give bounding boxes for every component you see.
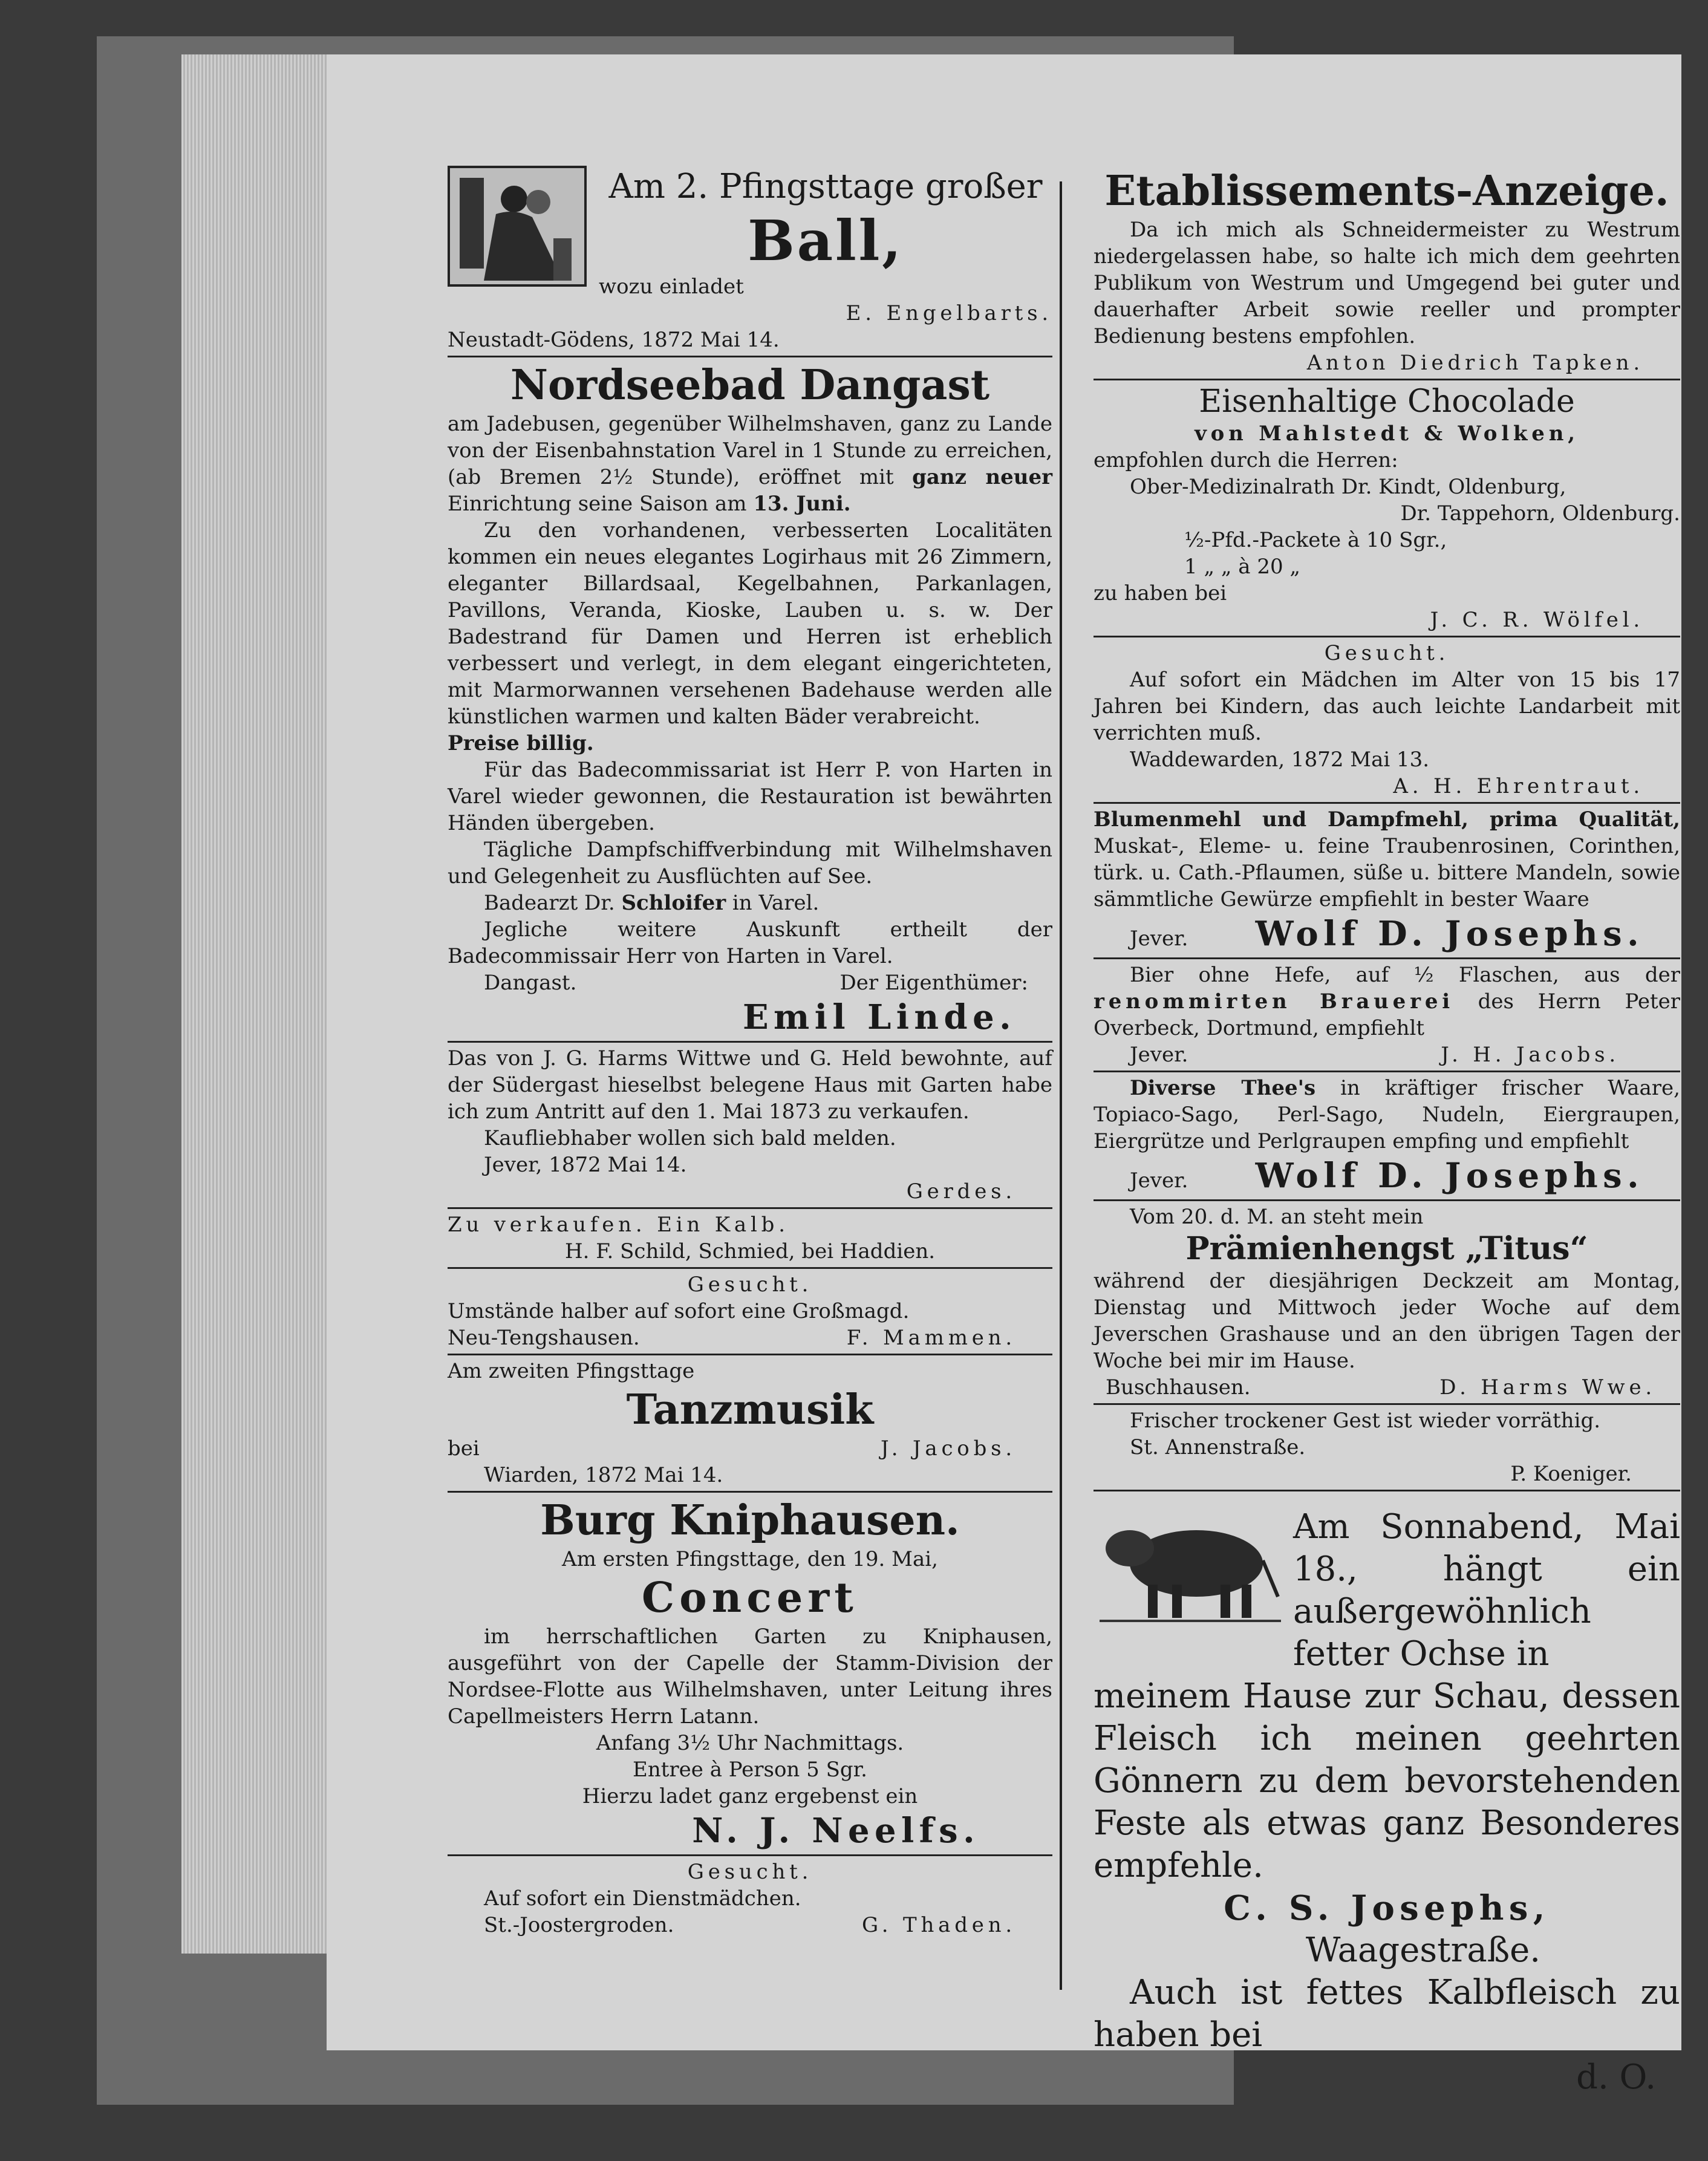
dangast-owner-label: Der Eigenthümer: [839,971,1028,995]
choc-ref1: Ober-Medizinalrath Dr. Kindt, Oldenburg, [1130,475,1566,499]
ad-titus [1094,1201,1680,1405]
knip-title: Burg Kniphausen. [540,1496,960,1545]
ad-kniphausen [448,1493,1052,1856]
titus-line1: Vom 20. d. M. an steht mein [1130,1205,1424,1229]
grossmagd-sender: F. Mammen. [846,1326,1016,1350]
bier-sender: J. H. Jacobs. [1441,1043,1620,1067]
kalb-line2: H. F. Schild, Schmied, bei Haddien. [564,1239,936,1263]
titus-title: Prämienhengst „Titus“ [1185,1230,1588,1267]
dancers-woodcut-icon [448,166,587,287]
ochse-extra: Auch ist fettes Kalbfleisch zu haben bei [1094,1973,1680,2055]
blumen-lead: Blumenmehl und Dampfmehl, prima Qualität, [1094,807,1680,832]
dangast-p6: Jegliche weitere Auskunft ertheilt der Badecommissair Herr von Harten in Varel. [448,918,1052,968]
thee-signature: Wolf D. Josephs. [1255,1156,1644,1196]
blumen-place: Jever. [1130,927,1188,951]
choc-rec: empfohlen durch die Herren: [1094,448,1398,472]
dienst-place: St.-Joostergroden. [484,1913,674,1937]
choc-title: Eisenhaltige Chocolade [1199,383,1575,420]
dienst-head: Gesucht. [687,1860,813,1884]
dienst-sender: G. Thaden. [862,1913,1016,1937]
right-column [1094,163,1680,2101]
harms-dateline: Jever, 1872 Mai 14. [484,1153,687,1177]
titus-place: Buschhausen. [1106,1375,1251,1400]
dangast-p5b: Schloifer [621,891,726,915]
ad-tanzmusik [448,1355,1052,1493]
dangast-p5a: Badearzt Dr. [484,891,615,915]
tanz-title: Tanzmusik [626,1386,874,1434]
bier-c: des Herrn Peter Overbeck, Dortmund, empfiehlt [1094,989,1680,1040]
ad-chocolade [1094,380,1680,637]
blumen-text: Muskat-, Eleme- u. feine Traubenrosinen, Corinthen, türk. u. Cath.-Pflaumen, süße u. bittere Mandeln, sowie sämmtliche Gewürze empfiehlt in bester Waare [1094,834,1680,911]
dangast-p5c: in Varel. [732,891,820,915]
tapken-title: Etablissements-Anzeige. [1104,167,1669,215]
ochse-signature: C. S. Josephs, [1224,1888,1550,1928]
dangast-place: Dangast. [484,971,577,995]
knip-p1: im herrschaftlichen Garten zu Kniphausen, ausgeführt von der Capelle der Stamm-Division der Nordsee-Flotte aus Wilhelmshaven, unter Leitung ihres Capellmeisters Herrn Latann. [448,1625,1052,1729]
dangast-prices: Preise billig. [448,731,594,755]
bier-a: Bier ohne Hefe, auf ½ Flaschen, aus der [1130,963,1680,987]
choc-zu: zu haben bei [1094,581,1227,605]
gest-place: St. Annenstraße. [1130,1435,1306,1459]
ad-harms-house [448,1043,1052,1209]
dangast-p2: Zu den vorhandenen, verbesserten Localitäten kommen ein neues elegantes Logirhaus mit 26 Zimmern, eleganter Billardsaal, Kegelbahnen, Parkanlagen, Pavillons, Veranda, Kioske, Lauben u. s. w. Der Badestrand für Damen und Herren ist erheblich verbessert und verlegt, in dem elegant eingerichteten, mit Marmorwannen versehenen Badehause werden alle künstlichen warmen und kalten Bäder verabreicht. [448,518,1052,729]
ochse-text: meinem Hause zur Schau, dessen Fleisch ich meinen geehrten Gönnern zu dem bevorstehenden Feste als etwas ganz Besonderes empfehle. [1094,1677,1680,1885]
tanz-dateline: Wiarden, 1872 Mai 14. [484,1463,723,1487]
grossmagd-text: Umstände halber auf sofort eine Großmagd. [448,1299,910,1323]
harms-p1: Das von J. G. Harms Wittwe und G. Held bewohnte, auf der Südergast hieselbst belegene Haus mit Garten habe ich zum Antritt auf den 1. Mai 1873 zu verkaufen. [448,1046,1052,1124]
knip-line1: Am ersten Pfingsttage, den 19. Mai, [562,1547,938,1571]
bier-b: renommirten Brauerei [1094,989,1454,1014]
ox-woodcut-icon [1094,1506,1287,1627]
dangast-p1b: ganz neuer [912,465,1052,489]
knip-entree: Entree à Person 5 Sgr. [633,1758,867,1782]
choc-price1: ½-Pfd.-Packete à 10 Sgr., [1184,528,1447,552]
harms-sender: Gerdes. [906,1179,1016,1204]
maedchen-text: Auf sofort ein Mädchen im Alter von 15 bis 17 Jahren bei Kindern, das auch leichte Landarbeit mit verrichten muß. [1094,668,1680,745]
ball-sender: E. Engelbarts. [846,301,1052,325]
harms-p2: Kaufliebhaber wollen sich bald melden. [484,1126,896,1150]
ad-tapken [1094,163,1680,380]
left-column [448,163,1052,1941]
ad-maedchen [1094,637,1680,804]
grossmagd-head: Gesucht. [687,1273,813,1297]
ad-gest [1094,1405,1680,1491]
dangast-p1a: am Jadebusen, gegenüber Wilhelmshaven, ganz zu Lande von der Eisenbahnstation Varel in 1 Stunde zu erreichen, (ab Bremen 2½ Stunde), eröffnet mit [448,412,1052,489]
dangast-p4: Tägliche Dampfschiffverbindung mit Wilhelmshaven und Gelegenheit zu Ausflüchten auf See. [448,838,1052,888]
ball-line1: Am 2. Pfingsttage großer [608,167,1043,206]
grossmagd-place: Neu-Tengshausen. [448,1326,640,1350]
kalb-line1: Zu verkaufen. Ein Kalb. [448,1213,789,1237]
choc-sender: J. C. R. Wölfel. [1430,608,1644,632]
blumen-signature: Wolf D. Josephs. [1255,914,1644,954]
ad-blumenmehl [1094,804,1680,959]
thee-text: in kräftiger frischer Waare, Topiaco-Sago, Perl-Sago, Nudeln, Eiergraupen, Eiergrütze und Perlgraupen empfing und empfiehlt [1094,1076,1680,1153]
ad-ochse [1094,1491,1680,2101]
ad-grossmagd [448,1269,1052,1355]
page-edge-stack [181,54,333,1954]
ball-title: Ball, [748,208,904,273]
maedchen-head: Gesucht. [1324,641,1450,665]
dangast-signature: Emil Linde. [742,997,1016,1037]
ball-invite: wozu einladet [599,275,744,299]
ad-thee [1094,1072,1680,1201]
choc-price2: 1 „ „ à 20 „ [1184,555,1301,579]
tanz-line1: Am zweiten Pfingsttage [448,1359,695,1383]
ad-kalb [448,1209,1052,1269]
tapken-text: Da ich mich als Schneidermeister zu Westrum niedergelassen habe, so halte ich mich dem geehrten Publikum von Westrum und Umgegend bei guter und dauerhafter Arbeit sowie reeller und prompter Bedienung bestens empfohlen. [1094,218,1680,348]
ochse-street: Waagestraße. [1305,1931,1541,1970]
knip-concert: Concert [642,1574,858,1622]
ad-dienstmaedchen [448,1856,1052,1941]
gest-sender: P. Koeniger. [1510,1462,1632,1486]
titus-text: während der diesjährigen Deckzeit am Montag, Dienstag und Mittwoch jeder Woche auf dem Jeverschen Grashause und an den übrigen Tagen der Woche bei mir im Hause. [1094,1269,1680,1373]
thee-place: Jever. [1130,1169,1188,1193]
ball-dateline: Neustadt-Gödens, 1872 Mai 14. [448,328,780,352]
ad-dangast [448,357,1052,1043]
ad-bier [1094,959,1680,1072]
choc-ref2: Dr. Tappehorn, Oldenburg. [1400,501,1680,526]
tanz-bei: bei [448,1436,480,1461]
dangast-p1c: Einrichtung seine Saison am [448,492,747,516]
tanz-sender: J. Jacobs. [880,1436,1016,1461]
maedchen-dateline: Waddewarden, 1872 Mai 13. [1130,748,1430,772]
dangast-title: Nordseebad Dangast [510,361,990,409]
tapken-sender: Anton Diedrich Tapken. [1306,351,1644,375]
ochse-head: Am Sonnabend, Mai 18., hängt ein außergewöhnlich fetter Ochse in [1293,1507,1680,1674]
knip-invite: Hierzu ladet ganz ergebenst ein [582,1784,918,1808]
ochse-extra-sender: d. O. [1576,2058,1656,2097]
maedchen-sender: A. H. Ehrentraut. [1393,774,1644,798]
column-divider [1060,181,1062,1990]
bier-place: Jever. [1130,1043,1188,1067]
knip-signature: N. J. Neelfs. [692,1811,980,1851]
knip-anfang: Anfang 3½ Uhr Nachmittags. [596,1731,904,1755]
gest-text: Frischer trockener Gest ist wieder vorräthig. [1130,1409,1601,1433]
dangast-p3: Für das Badecommissariat ist Herr P. von Harten in Varel wieder gewonnen, die Restauration ist bewährten Händen übergeben. [448,758,1052,835]
thee-lead: Diverse Thee's [1130,1076,1316,1100]
choc-maker: von Mahlstedt & Wolken, [1195,422,1579,446]
ad-ball [448,163,1052,357]
titus-sender: D. Harms Wwe. [1439,1375,1656,1400]
dangast-p1d: 13. Juni. [753,492,851,516]
dienst-text: Auf sofort ein Dienstmädchen. [484,1886,801,1911]
